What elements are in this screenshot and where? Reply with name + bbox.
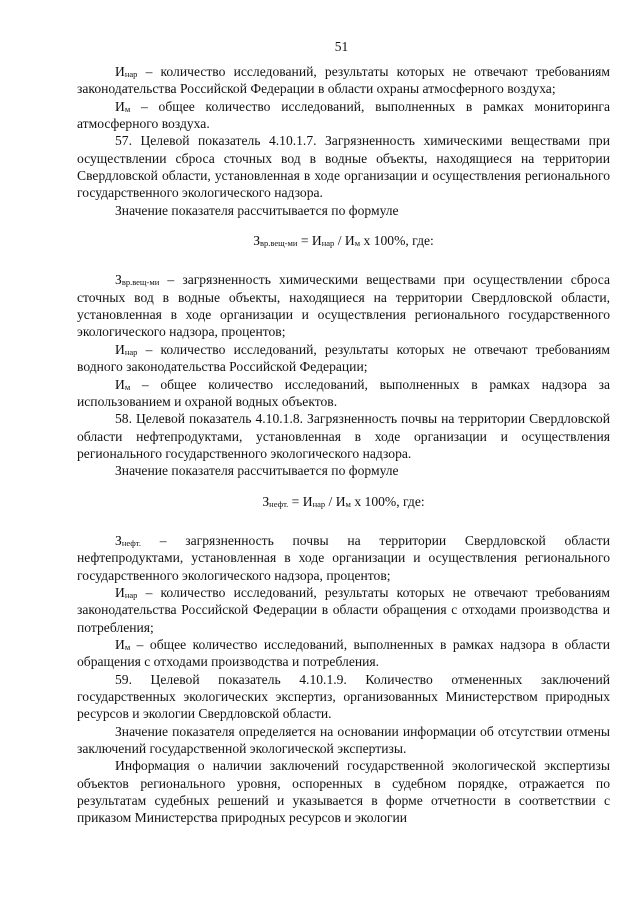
page-number: 51 [334,39,349,54]
formula-soil: $З_{нефт.} = И_{нар} / И_м$ x 100%, где: [262,493,425,509]
paragraph-58: 58. Целевой показатель 4.10.1.8. Загрязненность почвы на территории Свердловской области нефтепродуктами, установленная в ходе организации и осуществления регионального государственного экологического надзора. [77,411,610,461]
definition-i-nar-air: $И_{нар}$ – количество исследований, результаты которых не отвечают требованиям законодательства Российской Федерации в области охраны атмосферного воздуха; [77,64,610,97]
formula-water: $З_{вр.вещ-ми} = И_{нар} / И_м$ x 100%, где: [253,233,434,249]
paragraph-59-value: Значение показателя определяется на основании информации об отсутствии отмены заключений государственной экологической экспертизы. [77,723,610,757]
definition-i-nar-soil: $И_{нар}$ – количество исследований, результаты которых не отвечают требованиям законодательства Российской Федерации в области обращения с отходами производства и потребления; [77,584,610,635]
paragraph-59-info: Информация о наличии заключений государственной экологической экспертизы объектов регионального уровня, оспоренных в судебном порядке, отражается по результатам судебных решений и указывается в форме отчетности в соответствии с приказом Министерства природных ресурсов и экологии [77,758,610,826]
paragraph-59: 59. Целевой показатель 4.10.1.9. Количество отмененных заключений государственных экологических экспертиз, организованных Министерством природных ресурсов и экологии Свердловской области. [77,671,610,722]
paragraph-57: 57. Целевой показатель 4.10.1.7. Загрязненность химическими веществами при осуществлении сброса сточных вод в водные объекты, находящиеся на территории Свердловской области, установленная в ходе организации и осуществления регионального государственного экологического надзора. [77,133,610,201]
definition-z-water: $З_{вр.вещ-ми}$ – загрязненность химическими веществами при осуществлении сброса сточных вод в водные объекты, находящиеся на территории Свердловской области, установленная в ходе организации и осуществления регионального государственного экологического надзора, процентов; [77,272,610,340]
definition-i-nar-water: $И_{нар}$ – количество исследований, результаты которых не отвечают требованиям водного законодательства Российской Федерации; [77,341,610,375]
formula-intro-58: Значение показателя рассчитывается по формуле [115,463,399,479]
definition-i-m-water: $И_м$ – общее количество исследований, выполненных в рамках надзора за использованием и охраной водных объектов. [77,376,610,409]
definition-i-m-air: $И_м$ – общее количество исследований, выполненных в рамках мониторинга атмосферного воздуха. [77,98,610,132]
definition-i-m-soil: $И_м$ – общее количество исследований, выполненных в рамках надзора в области обращения с отходами производства и потребления. [77,636,610,670]
definition-z-soil: $З_{нефт.}$ – загрязненность почвы на территории Свердловской области нефтепродуктами, установленная в ходе организации и осуществления регионального государственного экологического надзора, процентов; [77,532,610,583]
formula-intro-57: Значение показателя рассчитывается по формуле [115,202,399,218]
